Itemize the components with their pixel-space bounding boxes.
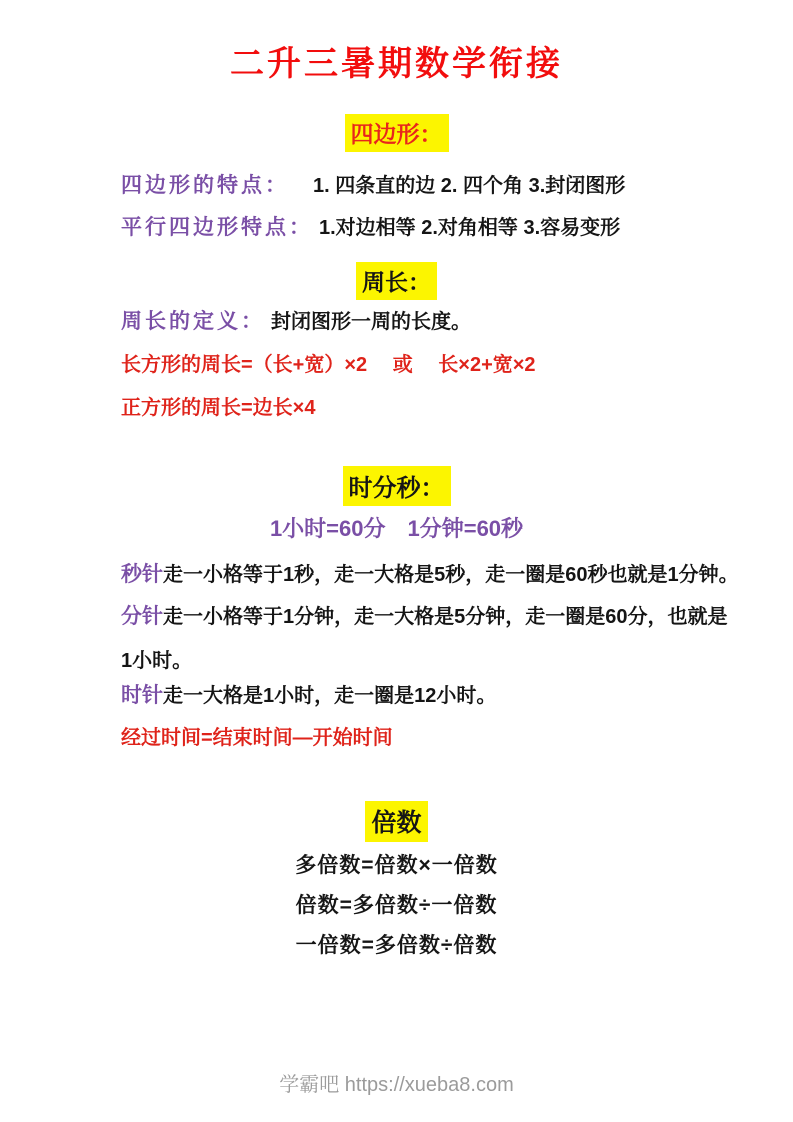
section-perimeter-heading-row: [0, 262, 793, 300]
multiples-formula-3: 一倍数=多倍数÷倍数: [295, 934, 498, 957]
minute-hand-line: [121, 600, 728, 630]
perimeter-definition-label: 周长的定义：: [121, 310, 265, 333]
minute-hand-text: 走一小格等于1分钟，走一大格是5分钟，走一圈是60分，也就是: [163, 606, 728, 628]
perimeter-definition-text: 封闭图形一周的长度。: [271, 311, 471, 333]
parallelogram-features-line: [121, 211, 620, 241]
quadrilateral-features-label: 四边形的特点：: [121, 174, 289, 197]
second-hand-text: 走一小格等于1秒，走一大格是5秒，走一圈是60秒也就是1分钟。: [163, 564, 739, 586]
hour-hand-line: [121, 679, 496, 709]
square-perimeter-formula: 正方形的周长=边长×4: [121, 397, 316, 419]
time-heading: 时分秒：: [343, 466, 451, 506]
quadrilateral-features-text: 1. 四条直的边 2. 四个角 3.封闭图形: [313, 175, 626, 197]
section-time-heading-row: [0, 466, 793, 506]
parallelogram-features-label: 平行四边形特点：: [121, 216, 313, 239]
parallelogram-features-text: 1.对边相等 2.对角相等 3.容易变形: [319, 217, 621, 239]
second-hand-label: 秒针: [121, 563, 163, 586]
perimeter-heading: 周长：: [356, 262, 437, 300]
elapsed-time-formula: 经过时间=结束时间—开始时间: [121, 727, 393, 749]
hour-hand-label: 时针: [121, 684, 163, 707]
quadrilateral-heading: 四边形：: [345, 114, 449, 152]
minute-hand-label: 分针: [121, 605, 163, 628]
page-title: 二升三暑期数学衔接: [230, 45, 563, 83]
section-multiples-heading-row: [0, 801, 793, 842]
second-hand-line: [121, 558, 739, 588]
hour-hand-text: 走一大格是1小时，走一圈是12小时。: [163, 685, 497, 707]
perimeter-definition-line: [121, 305, 471, 335]
minute-hand-text-continued: 1小时。: [121, 650, 193, 672]
multiples-formula-1: 多倍数=倍数×一倍数: [295, 854, 498, 877]
section-quadrilateral-heading-row: [0, 114, 793, 152]
quadrilateral-features-line: [121, 169, 625, 199]
multiples-heading: 倍数: [365, 801, 427, 842]
rectangle-perimeter-formula: 长方形的周长=（长+宽）×2 或 长×2+宽×2: [121, 354, 536, 376]
site-watermark: 学霸吧 https://xueba8.com: [279, 1074, 514, 1096]
time-conversion-line: 1小时=60分 1分钟=60秒: [269, 516, 524, 541]
multiples-formula-2: 倍数=多倍数÷一倍数: [295, 894, 498, 917]
